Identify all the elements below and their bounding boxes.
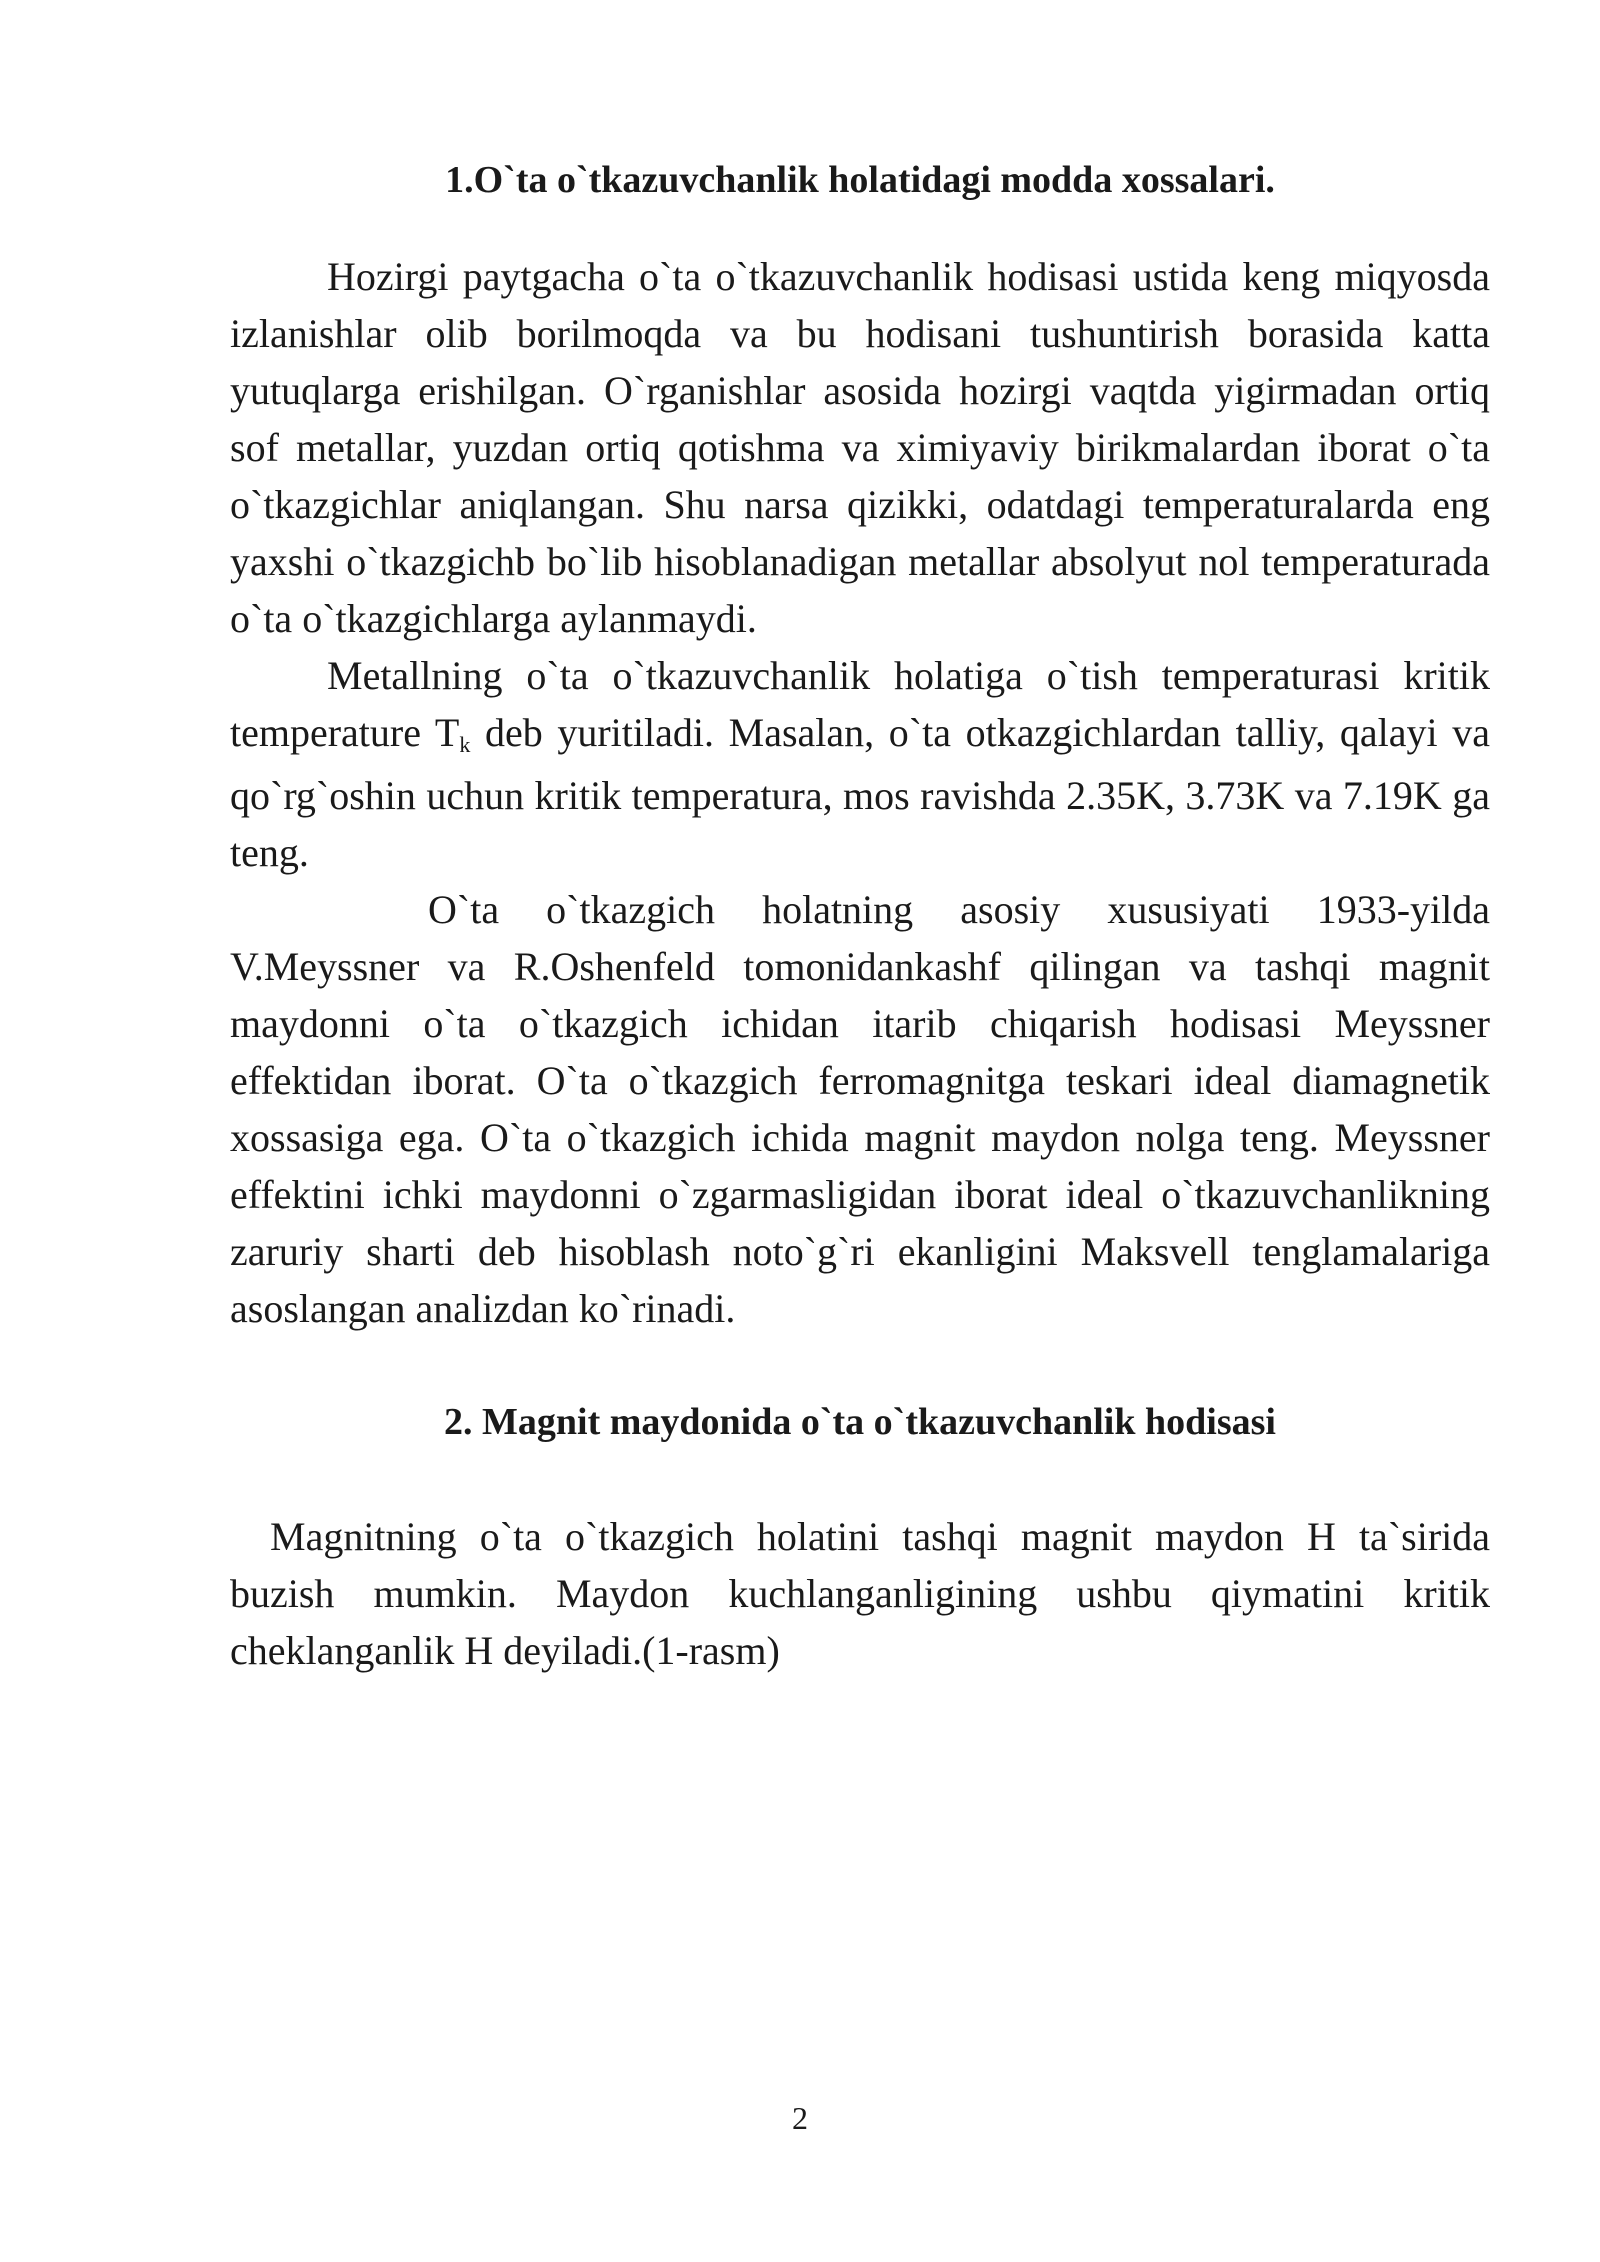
document-page: [230, 150, 1490, 1679]
paragraph-2-text-end: deb yuritiladi. Masalan, o`ta otkazgichlardan talliy, qalayi va qo`rg`oshin uchun kritik temperatura, mos ravishda 2.35K, 3.73K va 7.19K ga teng.: [230, 710, 1490, 875]
section-heading-1: 1.O`ta o`tkazuvchanlik holatidagi modda xossalari.: [445, 159, 1275, 201]
paragraph-2: [230, 647, 1490, 881]
paragraph-4: Magnitning o`ta o`tkazgich holatini tashqi magnit maydon H ta`sirida buzish mumkin. Maydon kuchlanganligining ushbu qiymatini kritik cheklanganlik H deyiladi.(1-rasm): [230, 1514, 1490, 1673]
subscript-k: k: [459, 732, 471, 757]
paragraph-2-text-start: Metallning o`ta o`tkazuvchanlik holatiga o`tish temperaturasi kritik temperature T: [230, 653, 1490, 755]
page-number: 2: [792, 2100, 808, 2136]
paragraph-1: Hozirgi paytgacha o`ta o`tkazuvchanlik hodisasi ustida keng miqyosda izlanishlar olib borilmoqda va bu hodisani tushuntirish borasida katta yutuqlarga erishilgan. O`rganishlar asosida hozirgi vaqtda yigirmadan ortiq sof metallar, yuzdan ortiq qotishma va ximiyaviy birikmalardan iborat o`ta o`tkazgichlar aniqlangan. Shu narsa qizikki, odatdagi temperaturalarda eng yaxshi o`tkazgichb bo`lib hisoblanadigan metallar absolyut nol temperaturada o`ta o`tkazgichlarga aylanmaydi.: [230, 254, 1490, 641]
paragraph-3: O`ta o`tkazgich holatning asosiy xususiyati 1933-yilda V.Meyssner va R.Oshenfeld tomonidankashf qilingan va tashqi magnit maydonni o`ta o`tkazgich ichidan itarib chiqarish hodisasi Meyssner effektidan iborat. O`ta o`tkazgich ferromagnitga teskari ideal diamagnetik xossasiga ega. O`ta o`tkazgich ichida magnit maydon nolga teng. Meyssner effektini ichki maydonni o`zgarmasligidan iborat ideal o`tkazuvchanlikning zaruriy sharti deb hisoblash noto`g`ri ekanligini Maksvell tenglamalariga asoslangan analizdan ko`rinadi.: [230, 887, 1490, 1331]
section-heading-2: 2. Magnit maydonida o`ta o`tkazuvchanlik hodisasi: [444, 1401, 1276, 1443]
